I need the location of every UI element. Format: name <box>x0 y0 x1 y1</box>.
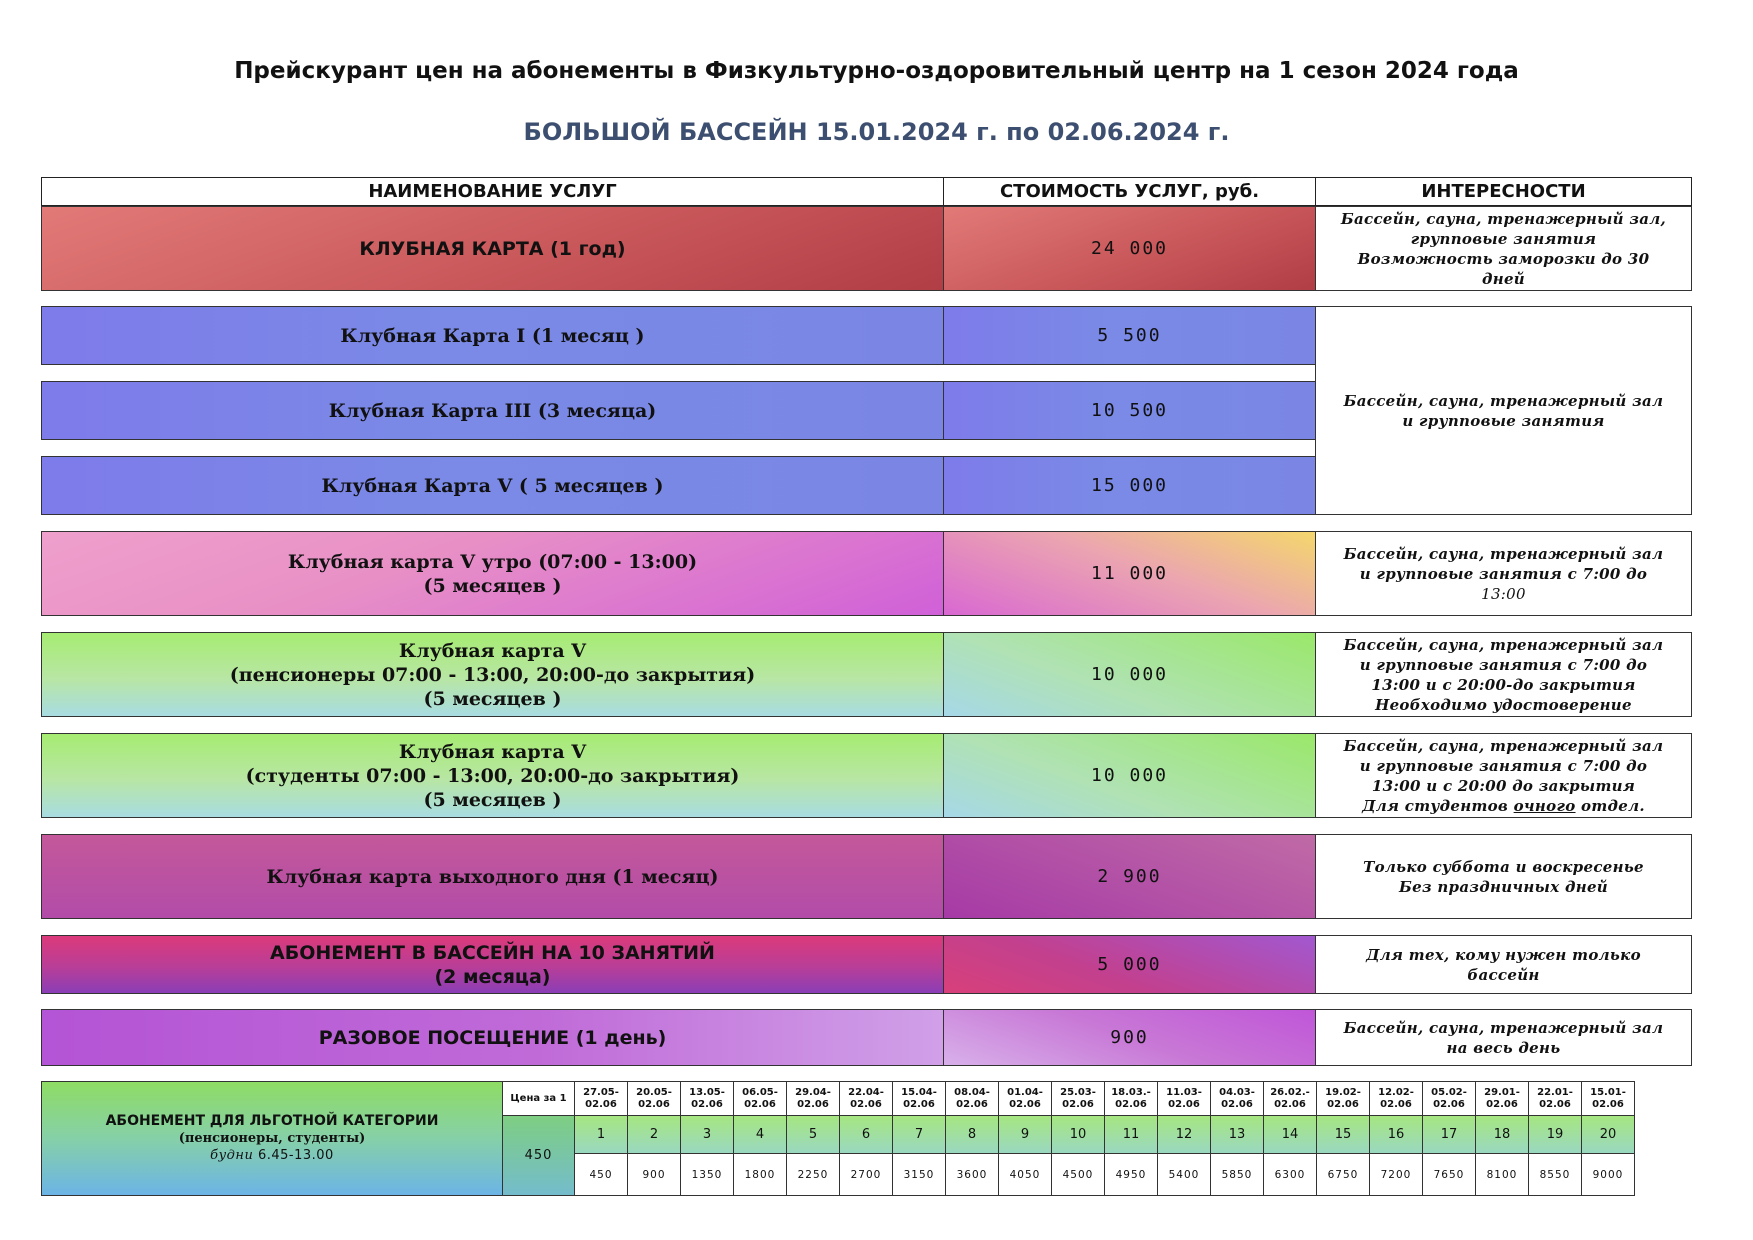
service-price-card-3-months: 10 500 <box>943 381 1316 440</box>
service-name-pool-10-sessions: АБОНЕМЕНТ В БАССЕЙН НА 10 ЗАНЯТИЙ (2 месяца) <box>41 935 944 994</box>
page-title: Прейскурант цен на абонементы в Физкультурно-оздоровительный центр на 1 сезон 2024 года <box>234 58 1519 84</box>
service-note-monthly-cards: Бассейн, сауна, тренажерный зал и групповые занятия <box>1315 306 1692 515</box>
lgot-total-18: 8100 <box>1475 1153 1529 1196</box>
lgot-total-5: 2250 <box>786 1153 840 1196</box>
lgot-total-14: 6300 <box>1263 1153 1317 1196</box>
lgot-period-4: 06.05- 02.06 <box>733 1081 787 1116</box>
service-name-card-5-months: Клубная Карта V ( 5 месяцев ) <box>41 456 944 515</box>
lgot-count-1: 1 <box>574 1115 628 1154</box>
lgot-count-11: 11 <box>1104 1115 1158 1154</box>
service-price-club-card-year: 24 000 <box>943 206 1316 291</box>
lgot-period-16: 12.02- 02.06 <box>1369 1081 1423 1116</box>
service-name-card-1-month: Клубная Карта I (1 месяц ) <box>41 306 944 365</box>
lgot-count-5: 5 <box>786 1115 840 1154</box>
lgot-period-9: 01.04- 02.06 <box>998 1081 1052 1116</box>
lgot-period-17: 05.02- 02.06 <box>1422 1081 1476 1116</box>
service-note-pensioners-card: Бассейн, сауна, тренажерный зал и групповые занятия с 7:00 до 13:00 и с 20:00-до закрытия Необходимо удостоверение <box>1315 632 1692 717</box>
students-note-last-line: Для студентов очного отдел. <box>1362 796 1645 815</box>
service-note-weekend-card: Только суббота и воскресенье Без праздничных дней <box>1315 834 1692 919</box>
lgot-count-12: 12 <box>1157 1115 1211 1154</box>
service-name-weekend-card: Клубная карта выходного дня (1 месяц) <box>41 834 944 919</box>
lgot-period-14: 26.02.- 02.06 <box>1263 1081 1317 1116</box>
lgot-period-1: 27.05- 02.06 <box>574 1081 628 1116</box>
service-note-morning-card: Бассейн, сауна, тренажерный зал и групповые занятия с 7:00 до 13:00 <box>1315 531 1692 616</box>
lgot-price-label: Цена за 1 <box>502 1081 575 1116</box>
service-name-morning-card: Клубная карта V утро (07:00 - 13:00) (5 месяцев ) <box>41 531 944 616</box>
lgot-count-17: 17 <box>1422 1115 1476 1154</box>
lgot-time: будни 6.45-13.00 <box>210 1148 334 1163</box>
lgot-period-19: 22.01- 02.06 <box>1528 1081 1582 1116</box>
lgot-total-2: 900 <box>627 1153 681 1196</box>
lgot-total-6: 2700 <box>839 1153 893 1196</box>
lgot-total-13: 5850 <box>1210 1153 1264 1196</box>
lgot-count-18: 18 <box>1475 1115 1529 1154</box>
lgot-total-7: 3150 <box>892 1153 946 1196</box>
service-price-weekend-card: 2 900 <box>943 834 1316 919</box>
lgot-total-15: 6750 <box>1316 1153 1370 1196</box>
lgot-period-12: 11.03- 02.06 <box>1157 1081 1211 1116</box>
service-price-students-card: 10 000 <box>943 733 1316 818</box>
service-name-pensioners-card: Клубная карта V (пенсионеры 07:00 - 13:00, 20:00-до закрытия) (5 месяцев ) <box>41 632 944 717</box>
service-price-card-5-months: 15 000 <box>943 456 1316 515</box>
page-subtitle: БОЛЬШОЙ БАССЕЙН 15.01.2024 г. по 02.06.2024 г. <box>523 118 1230 146</box>
lgot-title: АБОНЕМЕНТ ДЛЯ ЛЬГОТНОЙ КАТЕГОРИИ <box>105 1113 439 1129</box>
service-name-card-3-months: Клубная Карта III (3 месяца) <box>41 381 944 440</box>
lgot-total-1: 450 <box>574 1153 628 1196</box>
lgot-count-10: 10 <box>1051 1115 1105 1154</box>
lgot-total-11: 4950 <box>1104 1153 1158 1196</box>
header-notes: ИНТЕРЕСНОСТИ <box>1315 177 1692 206</box>
lgot-period-18: 29.01- 02.06 <box>1475 1081 1529 1116</box>
lgot-subtitle: (пенсионеры, студенты) <box>178 1131 366 1146</box>
lgot-total-16: 7200 <box>1369 1153 1423 1196</box>
service-name-students-card: Клубная карта V (студенты 07:00 - 13:00, 20:00-до закрытия) (5 месяцев ) <box>41 733 944 818</box>
lgot-count-13: 13 <box>1210 1115 1264 1154</box>
lgot-period-13: 04.03- 02.06 <box>1210 1081 1264 1116</box>
lgot-count-14: 14 <box>1263 1115 1317 1154</box>
service-price-morning-card: 11 000 <box>943 531 1316 616</box>
lgot-period-11: 18.03.- 02.06 <box>1104 1081 1158 1116</box>
service-price-pensioners-card: 10 000 <box>943 632 1316 717</box>
lgot-count-2: 2 <box>627 1115 681 1154</box>
service-price-pool-10-sessions: 5 000 <box>943 935 1316 994</box>
lgot-total-9: 4050 <box>998 1153 1052 1196</box>
lgot-total-20: 9000 <box>1581 1153 1635 1196</box>
header-name: НАИМЕНОВАНИЕ УСЛУГ <box>41 177 944 206</box>
service-note-students-card: Бассейн, сауна, тренажерный зал и групповые занятия с 7:00 до 13:00 и с 20:00 до закрытия Для студентов очного отдел. <box>1315 733 1692 818</box>
lgot-count-15: 15 <box>1316 1115 1370 1154</box>
service-name-single-visit: РАЗОВОЕ ПОСЕЩЕНИЕ (1 день) <box>41 1009 944 1066</box>
service-price-single-visit: 900 <box>943 1009 1316 1066</box>
lgot-period-7: 15.04- 02.06 <box>892 1081 946 1116</box>
lgot-count-7: 7 <box>892 1115 946 1154</box>
header-price: СТОИМОСТЬ УСЛУГ, руб. <box>943 177 1316 206</box>
lgot-period-10: 25.03- 02.06 <box>1051 1081 1105 1116</box>
service-note-club-card-year: Бассейн, сауна, тренажерный зал, групповые занятия Возможность заморозки до 30 дней <box>1315 206 1692 291</box>
lgot-count-20: 20 <box>1581 1115 1635 1154</box>
lgot-count-19: 19 <box>1528 1115 1582 1154</box>
lgot-period-2: 20.05- 02.06 <box>627 1081 681 1116</box>
lgot-total-19: 8550 <box>1528 1153 1582 1196</box>
note-time: 13:00 <box>1481 584 1526 603</box>
lgot-count-16: 16 <box>1369 1115 1423 1154</box>
service-note-pool-10-sessions: Для тех, кому нужен только бассейн <box>1315 935 1692 994</box>
lgot-period-8: 08.04- 02.06 <box>945 1081 999 1116</box>
lgot-count-8: 8 <box>945 1115 999 1154</box>
lgot-total-8: 3600 <box>945 1153 999 1196</box>
lgot-period-15: 19.02- 02.06 <box>1316 1081 1370 1116</box>
service-name-club-card-year: КЛУБНАЯ КАРТА (1 год) <box>41 206 944 291</box>
lgot-period-3: 13.05- 02.06 <box>680 1081 734 1116</box>
lgot-period-20: 15.01- 02.06 <box>1581 1081 1635 1116</box>
lgot-count-9: 9 <box>998 1115 1052 1154</box>
lgot-price: 450 <box>502 1115 575 1196</box>
lgot-total-17: 7650 <box>1422 1153 1476 1196</box>
lgot-count-6: 6 <box>839 1115 893 1154</box>
service-note-single-visit: Бассейн, сауна, тренажерный зал на весь день <box>1315 1009 1692 1066</box>
lgot-total-3: 1350 <box>680 1153 734 1196</box>
lgot-title-cell <box>41 1081 503 1196</box>
lgot-count-3: 3 <box>680 1115 734 1154</box>
lgot-period-5: 29.04- 02.06 <box>786 1081 840 1116</box>
lgot-total-4: 1800 <box>733 1153 787 1196</box>
service-price-card-1-month: 5 500 <box>943 306 1316 365</box>
lgot-total-10: 4500 <box>1051 1153 1105 1196</box>
lgot-count-4: 4 <box>733 1115 787 1154</box>
lgot-total-12: 5400 <box>1157 1153 1211 1196</box>
lgot-period-6: 22.04- 02.06 <box>839 1081 893 1116</box>
